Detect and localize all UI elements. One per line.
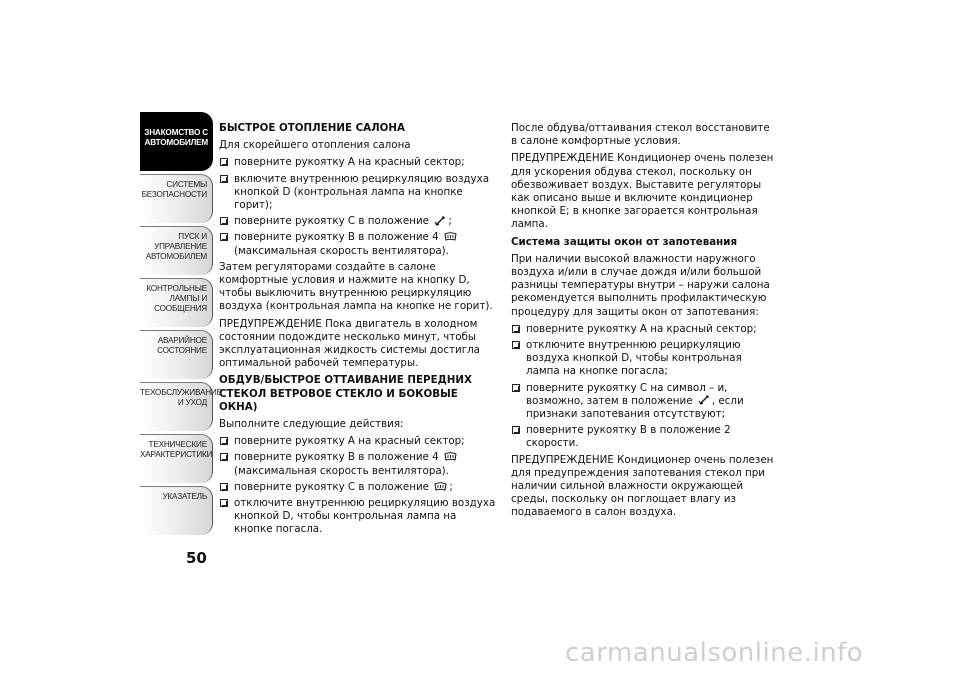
paragraph: Затем регуляторами создайте в салоне комфортные условия и нажмите на кнопку D, чтобы выключить внутреннюю рециркуляцию воздуха (контрольная лампа на кнопке не горит).	[219, 260, 493, 313]
list-item-text: поверните рукоятку В в положение 2 скорости.	[526, 424, 731, 450]
tab-specs[interactable]	[140, 434, 213, 483]
list-item	[511, 382, 774, 422]
checkbox-bullet-icon	[220, 158, 228, 166]
checkbox-bullet-icon	[512, 341, 520, 349]
tab-intro[interactable]	[140, 112, 213, 171]
checkbox-bullet-icon	[220, 483, 228, 491]
list-item	[511, 339, 774, 379]
checkbox-bullet-icon	[220, 217, 228, 225]
tab-safety[interactable]	[140, 174, 213, 223]
checkbox-bullet-icon	[220, 453, 228, 461]
checkbox-bullet-icon	[220, 233, 228, 241]
list-item	[219, 173, 497, 213]
list-item-text: поверните рукоятку С на символ – и, возможно, затем в положение	[526, 381, 728, 407]
watermark-text: carmanualsonline.info	[565, 638, 864, 668]
list-item-text: поверните рукоятку В в положение 4	[234, 231, 439, 244]
list-item-text: включите внутреннюю рециркуляцию воздуха кнопкой D (контрольная лампа на кнопке горит);	[234, 172, 490, 212]
windshield-defrost-icon	[444, 452, 457, 462]
section-heading: Система защиты окон от запотевания	[511, 235, 738, 248]
checkbox-bullet-icon	[512, 325, 520, 333]
tab-label: УКАЗАТЕЛЬ	[162, 492, 207, 501]
windshield-defrost-icon	[434, 482, 447, 492]
airflow-feet-windshield-icon	[698, 395, 710, 406]
checkbox-bullet-icon	[220, 175, 228, 183]
list-item-text: поверните рукоятку А на красный сектор;	[234, 156, 465, 169]
list-item	[219, 156, 497, 169]
list-item-text: поверните рукоятку С в положение	[234, 480, 430, 493]
paragraph: Для скорейшего отопления салона	[219, 139, 411, 152]
warning-paragraph: ПРЕДУПРЕЖДЕНИЕ Пока двигатель в холодном состоянии подождите несколько минут, чтобы эксплуатационная жидкость системы достигла оптимальной рабочей температуры.	[219, 317, 480, 370]
paragraph: Выполните следующие действия:	[219, 418, 404, 431]
list-item-text: ;	[448, 215, 452, 228]
tab-label: СИСТЕМЫ БЕЗОПАСНОСТИ	[141, 180, 207, 199]
warning-paragraph: ПРЕДУПРЕЖДЕНИЕ Кондиционер очень полезен для предупреждения запотевания стекол при наличии сильной влажности окружающей среды, поскольку он поглощает влагу из подаваемого в салон воздуха.	[511, 453, 774, 519]
section-heading: БЫСТРОЕ ОТОПЛЕНИЕ САЛОНА	[219, 122, 406, 134]
tab-warning-lights[interactable]	[140, 278, 213, 327]
list-item	[219, 497, 497, 537]
list-item	[511, 424, 774, 450]
paragraph: После обдува/оттаивания стекол восстановите в салоне комфортные условия.	[511, 122, 770, 148]
list-item-text: отключите внутреннюю рециркуляцию воздуха кнопкой D, чтобы контрольная лампа на кнопке погасла;	[526, 339, 742, 378]
list-item	[219, 215, 497, 228]
list-item-text: ;	[449, 480, 453, 493]
list-item-text: поверните рукоятку В в положение 4	[234, 451, 439, 464]
list-item	[219, 435, 497, 448]
checkbox-bullet-icon	[220, 499, 228, 507]
tab-emergency[interactable]	[140, 330, 213, 379]
list-item	[219, 481, 497, 494]
list-item-text: (максимальная скорость вентилятора).	[234, 464, 449, 477]
checkbox-bullet-icon	[512, 426, 520, 434]
tab-label: КОНТРОЛЬНЫЕ ЛАМПЫ И СООБЩЕНИЯ	[146, 284, 207, 313]
tab-driving[interactable]	[140, 226, 213, 275]
tab-maintenance[interactable]	[140, 382, 222, 431]
warning-paragraph: ПРЕДУПРЕЖДЕНИЕ Кондиционер очень полезен для ускорения обдува стекол, поскольку он обезвоживает воздух. Выставите регуляторы как описано выше и включите кондиционер кнопкой E; в кнопке загорается контрольная лампа.	[511, 152, 774, 231]
tab-label: АВАРИЙНОЕ СОСТОЯНИЕ	[157, 336, 207, 355]
list-item	[511, 323, 774, 336]
list-item-text: поверните рукоятку А на красный сектор;	[234, 435, 465, 448]
list-item-text: поверните рукоятку С в положение	[234, 215, 430, 228]
list-item	[219, 451, 497, 477]
list-item-text: (максимальная скорость вентилятора).	[234, 244, 449, 257]
list-item-text: , если признаки запотевания отсутствуют;	[526, 394, 744, 421]
tab-label: ТЕХНИЧЕСКИЕ ХАРАКТЕРИСТИКИ	[140, 440, 213, 459]
tab-label: ПУСК И УПРАВЛЕНИЕ АВТОМОБИЛЕМ	[145, 232, 207, 261]
tab-label: ТЕХОБСЛУЖИВАНИЕ И УХОД	[140, 388, 222, 407]
left-column	[219, 122, 497, 540]
checkbox-bullet-icon	[512, 384, 520, 392]
right-column	[511, 122, 774, 524]
airflow-feet-windshield-icon	[434, 216, 446, 227]
list-item-text: отключите внутреннюю рециркуляцию воздуха кнопкой D, чтобы контрольная лампа на кнопке погасла.	[234, 497, 496, 536]
list-item	[219, 231, 497, 257]
section-heading: ОБДУВ/БЫСТРОЕ ОТТАИВАНИЕ ПЕРЕДНИХ СТЕКОЛ ВЕТРОВОЕ СТЕКЛО И БОКОВЫЕ ОКНА)	[219, 374, 472, 413]
tab-label: ЗНАКОМСТВО С АВТОМОБИЛЕМ	[144, 128, 208, 147]
windshield-defrost-icon	[444, 232, 457, 242]
tab-index[interactable]	[140, 486, 213, 535]
paragraph: При наличии высокой влажности наружного воздуха и/или в случае дождя и/или большой разницы температуры внутри – наружи салона рекомендуется выполнить профилактическую процедуру для защиты окон от запотевания:	[511, 252, 770, 318]
page-number: 50	[186, 549, 207, 567]
list-item-text: поверните рукоятку А на красный сектор;	[526, 322, 757, 335]
checkbox-bullet-icon	[220, 437, 228, 445]
